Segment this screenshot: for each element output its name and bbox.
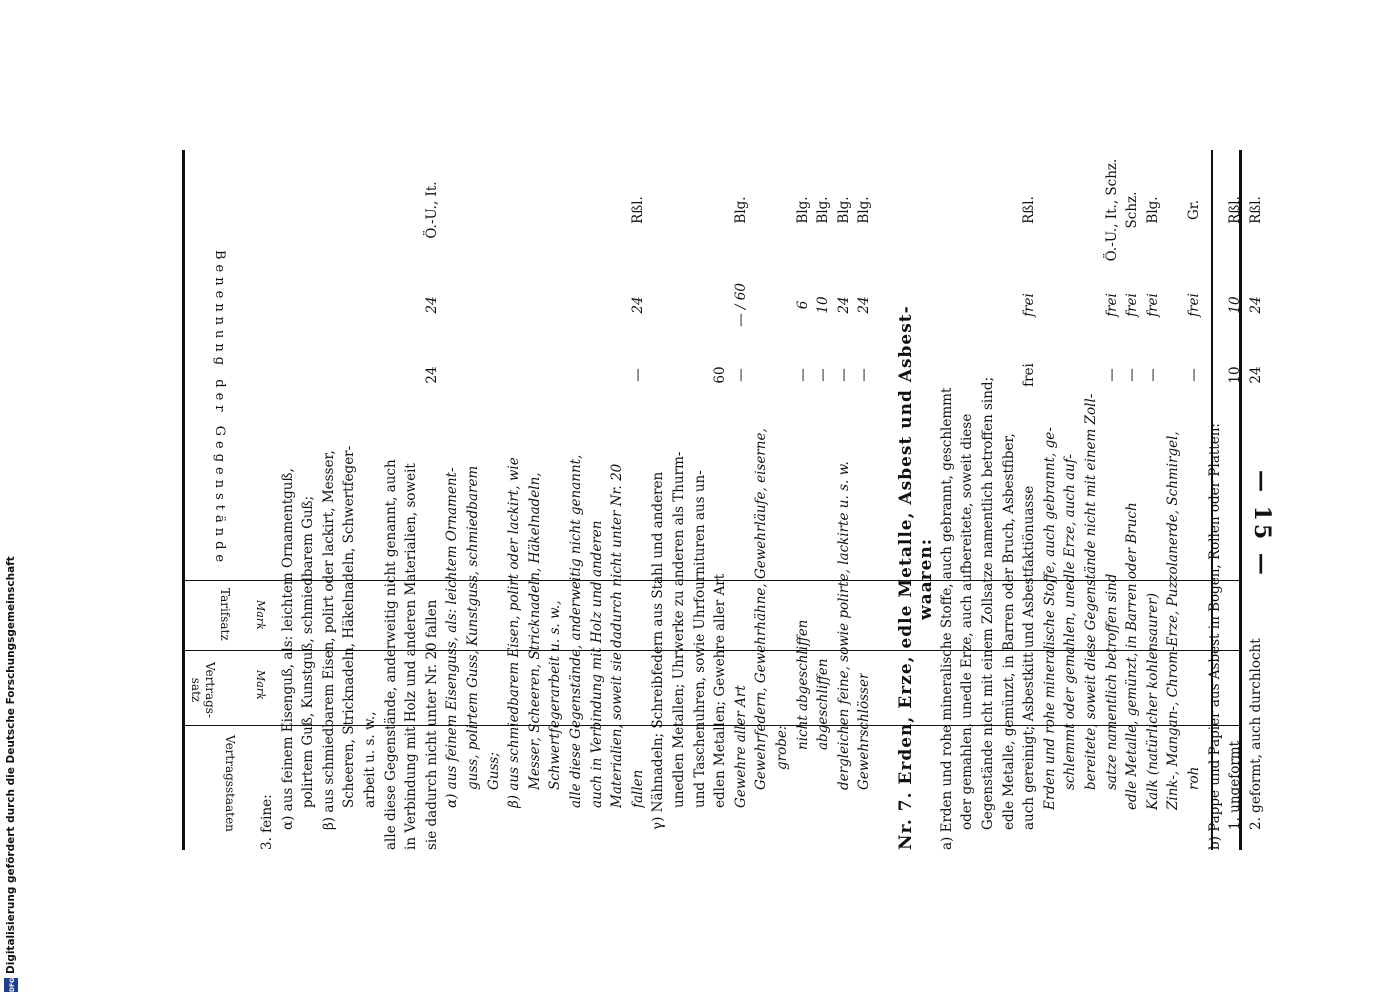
row-description: unedlen Metallen; Uhrwerke zu anderen als Thurm-: [671, 451, 687, 808]
row-description: auch gereinigt; Asbestkitt und Asbestfaktiönuasse: [1021, 485, 1038, 830]
treaty-rate-cell: frei: [1144, 293, 1161, 317]
row-description: Gewehre aller Art: [732, 685, 749, 808]
table-row: [875, 0, 895, 1000]
row-description: β) aus schmiedbarem Eisen, polirt oder lackirt, wie: [506, 457, 523, 808]
treaty-rate-cell: — / 60: [732, 283, 749, 327]
treaty-rate-cell: frei: [1021, 293, 1038, 317]
table-row: [854, 0, 874, 1000]
tariff-cell: —: [1186, 368, 1202, 382]
header-states: Vertragsstaaten: [223, 735, 237, 832]
row-description: Guss;: [485, 752, 502, 790]
treaty-rate-cell: 24: [835, 296, 852, 314]
table-row: [257, 0, 277, 1000]
row-description: dergleichen feine, sowie polirte, lackirte u. s. w.: [835, 461, 852, 790]
table-row: [1143, 0, 1163, 1000]
table-row: [834, 0, 854, 1000]
table-row: [937, 0, 957, 1000]
header-tariff: Tarifsatz: [218, 588, 232, 641]
row-description: α) aus feinem Eisenguß, als: leichtem Ornamentguß,: [279, 468, 296, 830]
table-row: [978, 0, 998, 1000]
header-treaty-rate-unit: Mark: [254, 670, 267, 700]
table-row: [628, 0, 648, 1000]
row-description: a) Erden und rohe mineralische Stoffe, auch gebrannt, geschlemmt: [938, 387, 955, 850]
row-description: fallen: [629, 769, 646, 808]
row-description: Kalk (natürlicher kohlensaurer): [1144, 593, 1161, 810]
table-row: [916, 0, 936, 1000]
treaty-states-cell: Blg.: [815, 196, 832, 224]
tariff-cell: —: [794, 368, 811, 382]
table-row: [957, 0, 977, 1000]
table-row: [669, 0, 689, 1000]
row-description: waaren:: [916, 537, 937, 620]
header-tariff-unit: Mark: [254, 600, 267, 630]
row-description: schlemmt oder gemahlen, unedle Erze, auch auf-: [1062, 454, 1079, 790]
row-description: arbeit u. s. w.,: [362, 711, 378, 808]
table-row: [1225, 0, 1245, 1000]
tariff-cell: 60: [712, 366, 729, 384]
table-bottom-rule: [182, 150, 185, 850]
treaty-states-cell: Rßl.: [1247, 196, 1264, 224]
table-row: [566, 0, 586, 1000]
tariff-cell: —: [1103, 368, 1120, 382]
treaty-rate-cell: 6: [794, 300, 811, 310]
row-description: edle Metalle, gemünzt, in Barren oder Bruch, Asbestfiber,: [1000, 433, 1017, 830]
table-row: [339, 0, 359, 1000]
row-description: Messer, Scheeren, Stricknadeln, Häkelnadeln,: [526, 472, 543, 790]
table-row: [1184, 0, 1204, 1000]
table-row: [1205, 0, 1225, 1000]
footer: [0, 0, 22, 1000]
treaty-states-cell: Blg.: [856, 196, 873, 224]
treaty-rate-cell: 24: [856, 296, 873, 314]
table-row: [999, 0, 1019, 1000]
row-description: Gewehrfedern, Gewehrhähne, Gewehrläufe, eiserne,: [753, 428, 770, 790]
table-row: [1246, 0, 1266, 1000]
row-description: Materialien, soweit sie dadurch nicht unter Nr. 20: [609, 463, 626, 808]
page-number: — 15 —: [1249, 470, 1275, 578]
table-row: [1040, 0, 1060, 1000]
treaty-states-cell: Blg.: [732, 196, 749, 224]
tariff-cell: —: [732, 368, 749, 382]
treaty-states-cell: Blg.: [1144, 196, 1161, 224]
tariff-cell: —: [1124, 368, 1141, 382]
row-description: grobe:: [774, 725, 790, 770]
table-row: [793, 0, 813, 1000]
table-row: [731, 0, 751, 1000]
row-description: γ) Nähnadeln; Schreibfedern aus Stahl und anderen: [650, 471, 667, 830]
treaty-states-cell: Blg.: [794, 196, 811, 224]
treaty-rate-cell: 10: [815, 296, 832, 314]
table-row: [710, 0, 730, 1000]
table-row: [690, 0, 710, 1000]
row-description: oder gemahlen, unedle Erze, auch aufbereitete, soweit diese: [959, 413, 976, 830]
tariff-cell: —: [835, 368, 852, 382]
row-description: Schwertfegerarbeit u. s. w.,: [547, 600, 564, 790]
row-description: Gegenstände nicht mit einem Zollsatze namentlich betroffen sind;: [980, 376, 996, 830]
tariff-cell: —: [1144, 368, 1161, 382]
row-description: alle diese Gegenstände, anderweitig nicht genannt, auch: [382, 459, 399, 850]
table-row: [1122, 0, 1142, 1000]
table-row: [813, 0, 833, 1000]
treaty-rate-cell: 24: [1247, 296, 1264, 314]
table-row: [525, 0, 545, 1000]
row-description: guss, polirtem Guss, Kunstguss, schmiedbarem: [465, 465, 481, 790]
table-row: [772, 0, 792, 1000]
table-row: [607, 0, 627, 1000]
row-description: edle Metalle, gemünzt, in Barren oder Bruch: [1124, 502, 1141, 810]
row-description: alle diese Gegenstände, anderweitig nicht genannt,: [568, 454, 584, 808]
tariff-cell: frei: [1021, 363, 1038, 387]
treaty-states-cell: Schz.: [1124, 191, 1141, 229]
table-row: [319, 0, 339, 1000]
row-description: 2. geformt, auch durchlocht: [1247, 638, 1264, 830]
tariff-cell: —: [856, 368, 873, 382]
row-description: 1. ungeformt: [1227, 741, 1244, 830]
row-description: in Verbindung mit Holz und anderen Materialien, soweit: [403, 463, 420, 850]
row-description: satze namentlich betroffen sind: [1103, 573, 1120, 790]
header-goods: Benennung der Gegenstände: [212, 250, 227, 568]
treaty-states-cell: Gr.: [1186, 199, 1202, 221]
treaty-states-cell: Rßl.: [629, 196, 646, 224]
treaty-rate-cell: frei: [1103, 293, 1120, 317]
table-row: [442, 0, 462, 1000]
table-row: [484, 0, 504, 1000]
row-description: α) aus feinem Eisenguss, als: leichtem Ornament-: [444, 467, 461, 808]
table-row: [1019, 0, 1039, 1000]
table-row: [278, 0, 298, 1000]
treaty-states-cell: Blg.: [835, 196, 852, 224]
table-row: [360, 0, 380, 1000]
footer-text: Digitalisierung gefördert durch die Deutsche Forschungsgemeinschaft: [5, 556, 17, 974]
row-description: b) Pappe und Papier aus Asbest in Bogen, Rollen oder Platten:: [1206, 423, 1223, 850]
tariff-cell: 24: [423, 366, 440, 384]
dfg-logo: [4, 978, 26, 992]
row-description: auch in Verbindung mit Holz und anderen: [588, 520, 605, 808]
treaty-states-cell: Ö.-U., It., Schz.: [1103, 158, 1120, 262]
tariff-cell: 10: [1227, 366, 1244, 384]
treaty-states-cell: Rßl.: [1021, 196, 1038, 224]
treaty-rate-cell: 24: [629, 296, 646, 314]
table-row: [1060, 0, 1080, 1000]
row-description: abgeschliffen: [815, 658, 832, 750]
table-row: [298, 0, 318, 1000]
table-row: [381, 0, 401, 1000]
table-row: [751, 0, 771, 1000]
table-row: [1102, 0, 1122, 1000]
tariff-cell: 24: [1247, 366, 1264, 384]
table-row: [504, 0, 524, 1000]
table-row: [1163, 0, 1183, 1000]
row-description: bereitete, soweit diese Gegenstände nicht mit einem Zoll-: [1083, 393, 1099, 790]
table-row: [545, 0, 565, 1000]
tariff-cell: —: [815, 368, 832, 382]
row-description: β) aus schmiedbarem Eisen, polirt oder lackirt, Messer,: [320, 450, 337, 830]
header-treaty-rate: Vertrags-satz: [189, 661, 217, 718]
row-description: Zink-, Mangan-, Chrom-Erze, Puzzolanerde, Schmirgel,: [1165, 431, 1182, 810]
treaty-rate-cell: frei: [1124, 293, 1141, 317]
row-description: und Taschenuhren, sowie Uhrfournituren aus un-: [691, 470, 708, 808]
row-description: Scheeren, Stricknadeln, Häkelnadeln, Schwertfeger-: [341, 445, 358, 808]
treaty-states-cell: Ö.-U., It.: [423, 181, 440, 239]
treaty-rate-cell: 10: [1227, 296, 1244, 314]
table-row: [1081, 0, 1101, 1000]
row-description: 3. feine:: [259, 794, 275, 850]
row-description: roh: [1186, 766, 1202, 790]
table-row: [587, 0, 607, 1000]
treaty-states-cell: Rßl.: [1227, 196, 1244, 224]
table-row: [648, 0, 668, 1000]
row-description: Gewehrschlösser: [856, 672, 873, 790]
row-description: nicht abgeschliffen: [794, 619, 811, 750]
row-description: Erden und rohe mineralische Stoffe, auch gebrannt, ge-: [1041, 427, 1058, 810]
row-description: polirtem Guß, Kunstguß, schmiedbarem Guß;: [300, 495, 317, 808]
row-description: Nr. 7. Erden, Erze, edle Metalle, Asbest und Asbest-: [895, 305, 916, 850]
row-description: sie dadurch nicht unter Nr. 20 fallen: [423, 599, 440, 850]
treaty-rate-cell: 24: [423, 296, 440, 314]
table-row: [463, 0, 483, 1000]
treaty-rate-cell: frei: [1186, 293, 1202, 317]
row-description: edlen Metallen; Gewehre aller Art: [712, 573, 729, 808]
table-row: [896, 0, 916, 1000]
table-row: [422, 0, 442, 1000]
svg-text:DFG: DFG: [9, 978, 16, 992]
table-row: [401, 0, 421, 1000]
tariff-cell: —: [629, 368, 646, 382]
